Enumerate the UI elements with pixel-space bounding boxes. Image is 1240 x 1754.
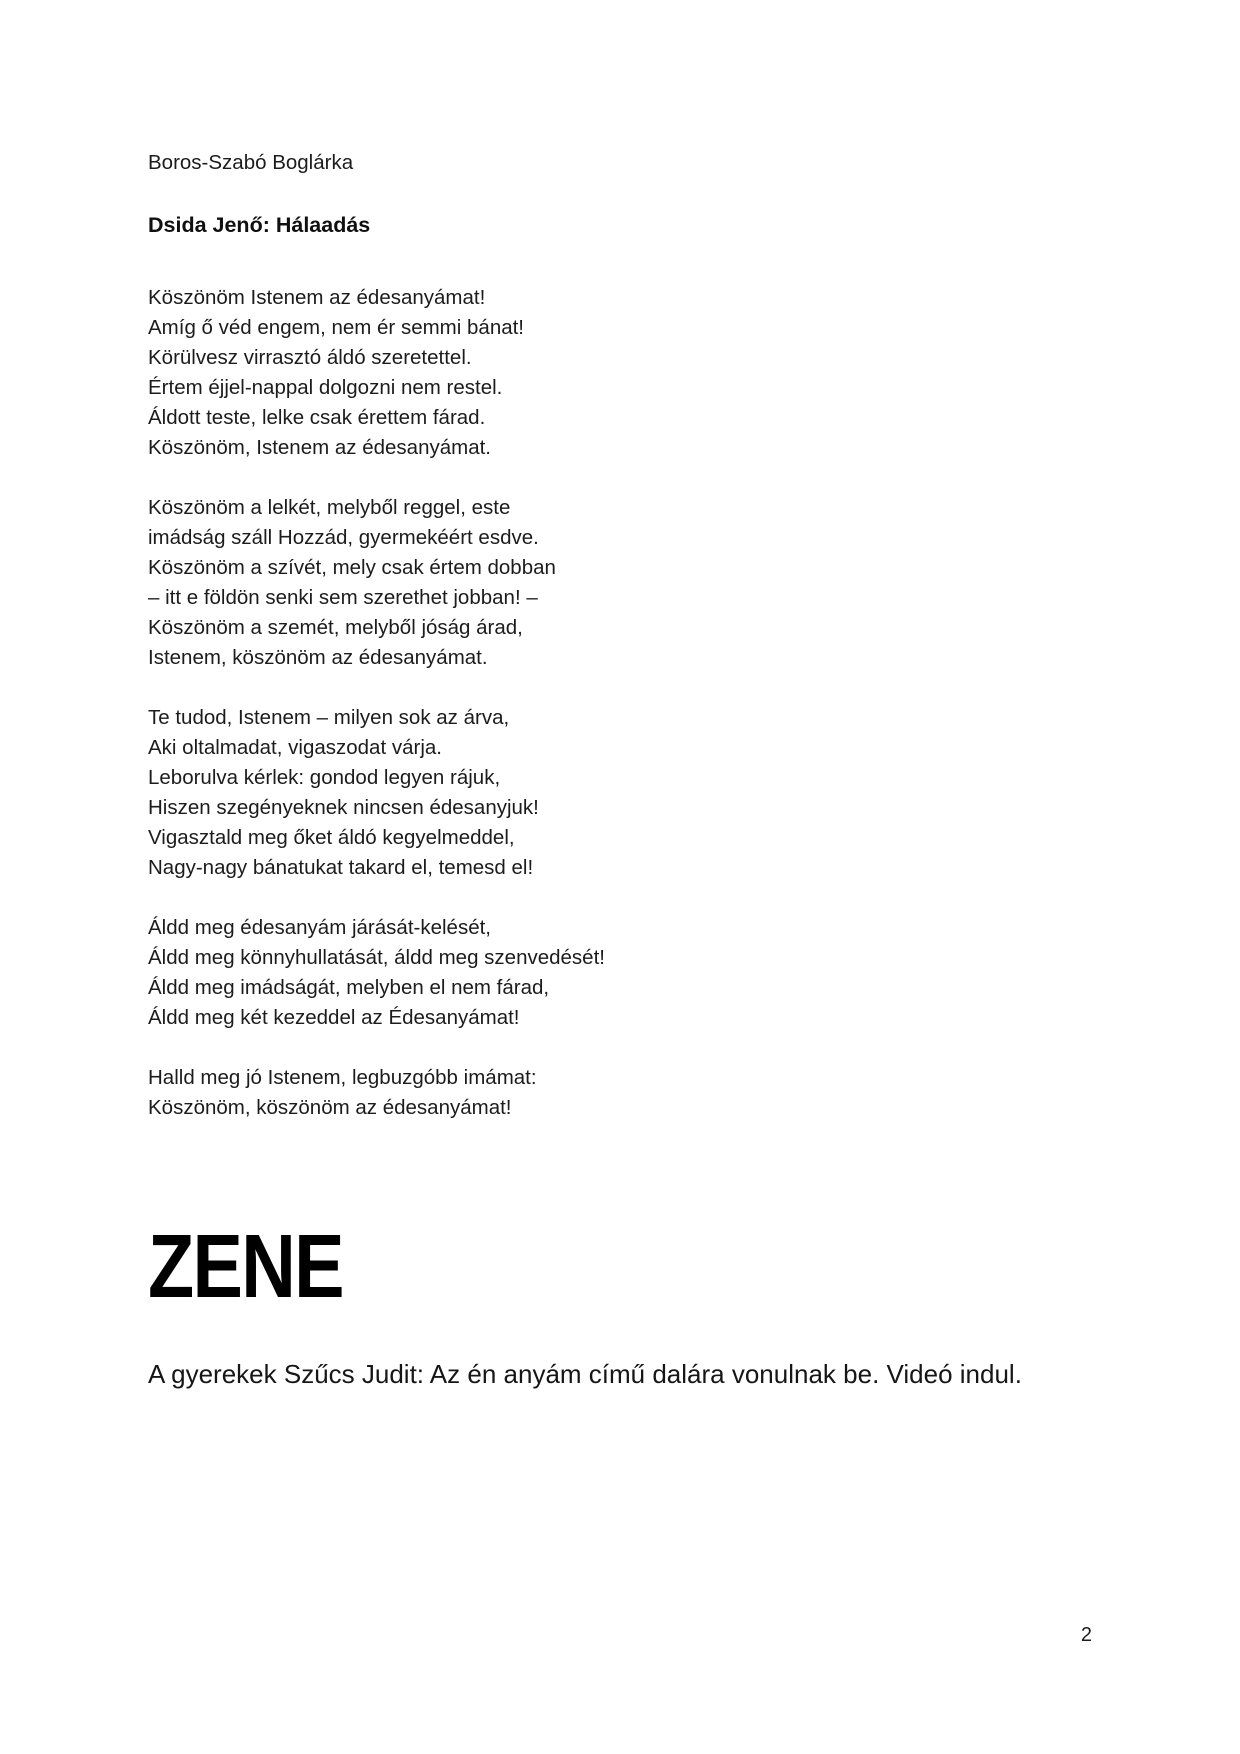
poem-line: Te tudod, Istenem – milyen sok az árva, — [148, 706, 510, 729]
poem-line: Áldott teste, lelke csak érettem fárad. — [148, 406, 486, 429]
poem-line: Köszönöm a szemét, melyből jóság árad, — [148, 616, 523, 639]
poem-line: imádság száll Hozzád, gyermekéért esdve. — [148, 526, 539, 549]
music-description: A gyerekek Szűcs Judit: Az én anyám című dalára vonulnak be. Videó indul. — [148, 1359, 1022, 1389]
poem-body — [148, 283, 1100, 1123]
poem-line: Istenem, köszönöm az édesanyámat. — [148, 646, 488, 669]
author-name: Boros-Szabó Boglárka — [148, 151, 354, 174]
poem-line: Köszönöm a lelkét, melyből reggel, este — [148, 496, 511, 519]
poem-line: Amíg ő véd engem, nem ér semmi bánat! — [148, 316, 525, 339]
poem-line: Köszönöm, köszönöm az édesanyámat! — [148, 1096, 512, 1119]
poem-title: Dsida Jenő: Hálaadás — [148, 213, 371, 237]
poem-stanza-2 — [148, 493, 1100, 673]
poem-line: – itt e földön senki sem szerethet jobban! – — [148, 586, 538, 609]
poem-line: Köszönöm a szívét, mely csak értem dobban — [148, 556, 556, 579]
poem-line: Körülvesz virrasztó áldó szeretettel. — [148, 346, 472, 369]
poem-line: Nagy-nagy bánatukat takard el, temesd el! — [148, 856, 534, 879]
section-heading-zene: ZENE — [148, 1217, 343, 1317]
poem-line: Leborulva kérlek: gondod legyen rájuk, — [148, 766, 501, 789]
poem-stanza-4 — [148, 913, 1100, 1033]
poem-line: Halld meg jó Istenem, legbuzgóbb imámat: — [148, 1066, 537, 1089]
poem-stanza-3 — [148, 703, 1100, 883]
poem-line: Vigasztald meg őket áldó kegyelmeddel, — [148, 826, 515, 849]
page-content — [148, 150, 1100, 1391]
poem-line: Köszönöm Istenem az édesanyámat! — [148, 286, 486, 309]
poem-line: Áldd meg imádságát, melyben el nem fárad, — [148, 976, 550, 999]
poem-line: Értem éjjel-nappal dolgozni nem restel. — [148, 376, 503, 399]
poem-stanza-5 — [148, 1063, 1100, 1123]
poem-line: Aki oltalmadat, vigaszodat várja. — [148, 736, 442, 759]
poem-stanza-1 — [148, 283, 1100, 463]
poem-line: Hiszen szegényeknek nincsen édesanyjuk! — [148, 796, 539, 819]
poem-line: Köszönöm, Istenem az édesanyámat. — [148, 436, 491, 459]
page-number: 2 — [1080, 1624, 1092, 1646]
poem-line: Áldd meg két kezeddel az Édesanyámat! — [148, 1006, 520, 1029]
poem-line: Áldd meg könnyhullatását, áldd meg szenvedését! — [148, 946, 605, 969]
poem-line: Áldd meg édesanyám járását-kelését, — [148, 916, 491, 939]
